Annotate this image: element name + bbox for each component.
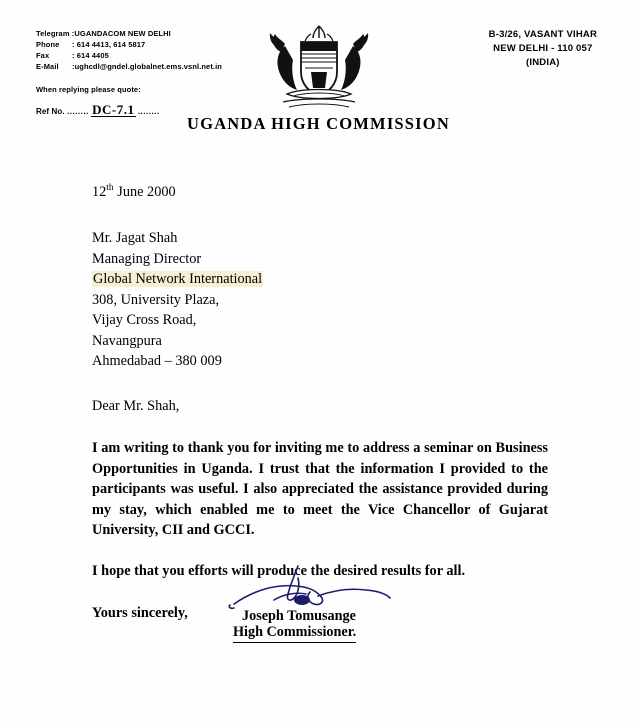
recipient-address — [92, 228, 548, 372]
phone-label: Phone — [36, 40, 60, 49]
ref-number: DC-7.1 — [92, 102, 135, 117]
paragraph-2: I hope that you efforts will produce the desired results for all. — [92, 562, 466, 579]
address-line-3: (INDIA) — [526, 57, 560, 68]
address-block — [489, 28, 597, 70]
recipient-line: 308, University Plaza, — [92, 291, 220, 308]
signer-title: High Commissioner. — [233, 624, 356, 643]
address-line-1: B-3/26, VASANT VIHAR — [488, 29, 597, 40]
ref-dots-right: ........ — [137, 107, 160, 116]
recipient-line-highlighted — [92, 269, 548, 290]
email-line — [36, 61, 222, 72]
date-suffix: th — [106, 183, 114, 193]
phone-value: : 614 4413, 614 5817 — [72, 40, 146, 49]
contact-block — [36, 28, 222, 117]
recipient-line: Vijay Cross Road, — [92, 312, 197, 329]
email-value: :ughcdl@gndel.globalnet.ems.vsnl.net.in — [72, 62, 222, 71]
fax-label: Fax — [36, 51, 50, 60]
date-rest: June 2000 — [113, 183, 176, 200]
letterhead — [0, 24, 637, 144]
reply-note: When replying please quote: — [36, 85, 141, 94]
signature-block — [210, 560, 450, 640]
organization-title: UGANDA HIGH COMMISSION — [187, 114, 450, 133]
date-line — [92, 178, 548, 202]
fax-value: : 614 4405 — [72, 51, 109, 60]
closing: Yours sincerely, — [92, 605, 188, 622]
signer-name: Joseph Tomusange — [242, 608, 356, 624]
ref-label: Ref No. — [36, 107, 65, 116]
telegram-line: Telegram :UGANDACOM NEW DELHI — [36, 29, 171, 38]
date-day: 12 — [92, 183, 107, 200]
recipient-line: Managing Director — [92, 250, 202, 267]
recipient-line: Mr. Jagat Shah — [92, 230, 178, 247]
uganda-coat-of-arms-icon — [267, 24, 371, 112]
fax-line — [36, 50, 222, 61]
salutation: Dear Mr. Shah, — [92, 397, 180, 414]
phone-line — [36, 39, 222, 50]
email-label: E-Mail — [36, 62, 59, 71]
ref-dots-left: ........ — [67, 107, 89, 116]
highlighted-company-name: Global Network International — [93, 271, 263, 288]
recipient-line: Navangpura — [92, 332, 162, 349]
paragraph-1: I am writing to thank you for inviting me to address a seminar on Business Opportunities in Uganda. I trust that the information I provided to the participants was useful. I also appreciated the assistance provided during my stay, which enabled me to meet the Vice Chancellor of Gujarat University, CII and GCCI. — [92, 440, 548, 539]
recipient-line: Ahmedabad – 380 009 — [92, 353, 222, 370]
address-line-2: NEW DELHI - 110 057 — [493, 43, 593, 54]
